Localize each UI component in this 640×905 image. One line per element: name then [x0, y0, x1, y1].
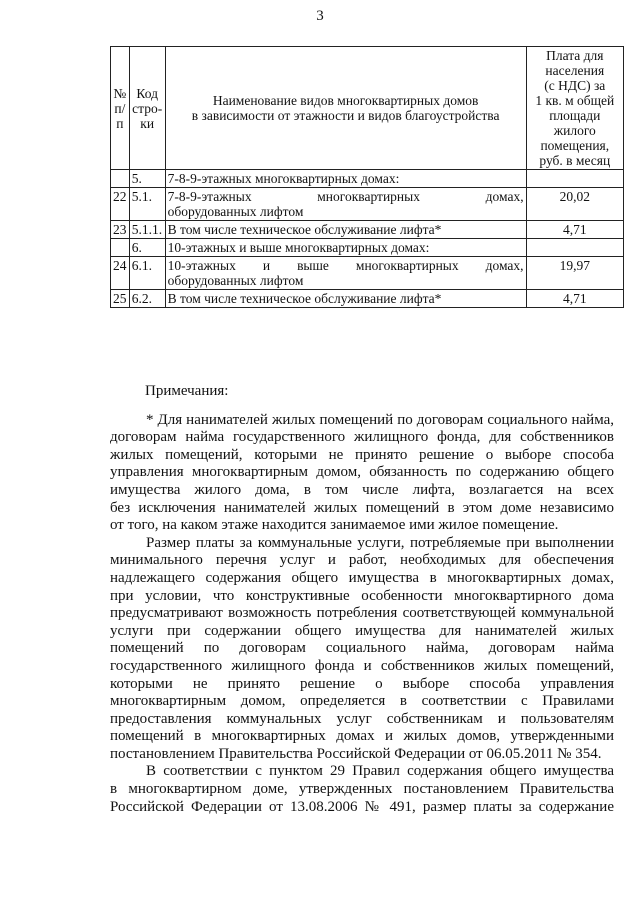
row-name	[165, 188, 526, 221]
table-row	[111, 257, 624, 290]
paragraph-line: минимального перечня услуг и работ, необходимых для обеспечения	[110, 552, 614, 569]
paragraph-line: без исключения нанимателей жилых помещений в этом доме независимо	[110, 499, 614, 516]
paragraph-line: предоставления коммунальных услуг собственникам и пользователям	[110, 710, 614, 727]
table-row	[111, 188, 624, 221]
paragraph-line: Размер платы за коммунальные услуги, потребляемые при выполнении	[146, 534, 614, 551]
paragraph-line: надлежащего содержания общего имущества в многоквартирных домах,	[110, 569, 614, 586]
table-body	[111, 170, 624, 308]
row-name	[165, 257, 526, 290]
paragraph-line: при условии, что конструктивные особенности многоквартирного дома	[110, 587, 614, 604]
row-name-line: 10-этажных и выше многоквартирных домах,	[167, 258, 524, 273]
row-name-line: оборудованных лифтом	[167, 273, 304, 288]
table-row	[111, 221, 624, 239]
row-code: 6.1.	[129, 257, 165, 290]
paragraph-line: в многоквартирном доме, утвержденных постановлением Правительства	[110, 781, 614, 798]
paragraph-line: многоквартирным домом, определяется в соответствии с Правилами	[110, 693, 614, 710]
row-code: 6.2.	[129, 290, 165, 308]
header-fee: Плата для населения (с НДС) за 1 кв. м общей площади жилого помещения, руб. в месяц	[526, 47, 623, 170]
row-fee: 19,97	[526, 257, 623, 290]
paragraph-line: помещений по договорам социального найма, договорам найма	[110, 640, 614, 657]
table-row	[111, 239, 624, 257]
row-name-line: В том числе техническое обслуживание лифта*	[167, 291, 442, 306]
paragraph-line: имущества жилого дома, в том числе лифта, возлагается на всех	[110, 481, 614, 498]
notes-section	[110, 383, 614, 816]
row-name-line: 7-8-9-этажных многоквартирных домах:	[167, 171, 400, 186]
row-number: 25	[111, 290, 130, 308]
row-number: 23	[111, 221, 130, 239]
page-number: 3	[316, 8, 324, 24]
row-number	[111, 239, 130, 257]
note-paragraph	[110, 763, 614, 816]
row-name	[165, 239, 526, 257]
row-number: 24	[111, 257, 130, 290]
row-fee: 4,71	[526, 221, 623, 239]
paragraph-line: Российской Федерации от 13.08.2006 № 491, размер платы за содержание	[110, 798, 614, 815]
row-fee: 4,71	[526, 290, 623, 308]
header-code: Код стро- ки	[129, 47, 165, 170]
row-name-line: 7-8-9-этажных многоквартирных домах,	[167, 189, 524, 204]
row-fee: 20,02	[526, 188, 623, 221]
paragraph-line: жилых помещений, которыми не принято решение о выборе способа	[110, 446, 614, 463]
paragraph-line: постановлением Правительства Российской Федерации от 06.05.2011 № 354.	[110, 745, 602, 762]
table-header-row	[111, 47, 624, 170]
paragraph-line: предусматривают возможность потребления соответствующей коммунальной	[110, 605, 614, 622]
note-paragraph	[110, 535, 614, 764]
header-name: Наименование видов многоквартирных домов в зависимости от этажности и видов благоустройства	[165, 47, 526, 170]
row-code: 5.	[129, 170, 165, 188]
row-name	[165, 170, 526, 188]
paragraph-line: управления многоквартирным домом, обязанность по содержанию общего	[110, 464, 614, 481]
row-name	[165, 221, 526, 239]
table-row	[111, 170, 624, 188]
paragraph-line: от того, на каком этаже находится занимаемое ими жилое помещение.	[110, 517, 559, 534]
table-row	[111, 290, 624, 308]
row-fee	[526, 170, 623, 188]
row-name	[165, 290, 526, 308]
tariff-table	[110, 46, 624, 308]
header-num: № п/п	[111, 47, 130, 170]
notes-title: Примечания:	[145, 383, 229, 399]
row-code: 5.1.	[129, 188, 165, 221]
row-code: 6.	[129, 239, 165, 257]
row-name-line: В том числе техническое обслуживание лифта*	[167, 222, 442, 237]
row-number	[111, 170, 130, 188]
row-name-line: оборудованных лифтом	[167, 204, 304, 219]
note-paragraph	[110, 412, 614, 535]
paragraph-line: * Для нанимателей жилых помещений по договорам социального найма,	[146, 411, 614, 428]
row-number: 22	[111, 188, 130, 221]
row-name-line: 10-этажных и выше многоквартирных домах:	[167, 240, 430, 255]
notes-paragraphs	[110, 412, 614, 817]
paragraph-line: помещений в многоквартирных домах и жилых домов, утвержденными	[110, 728, 614, 745]
row-fee	[526, 239, 623, 257]
paragraph-line: государственного жилищного фонда и собственников жилых помещений,	[110, 657, 614, 674]
row-code: 5.1.1.	[129, 221, 165, 239]
paragraph-line: услуги при содержании общего имущества для нанимателей жилых	[110, 622, 614, 639]
paragraph-line: договорам найма государственного жилищного фонда, для собственников	[110, 429, 614, 446]
paragraph-line: которыми не принято решение о выборе способа управления	[110, 675, 614, 692]
paragraph-line: В соответствии с пунктом 29 Правил содержания общего имущества	[146, 763, 614, 780]
